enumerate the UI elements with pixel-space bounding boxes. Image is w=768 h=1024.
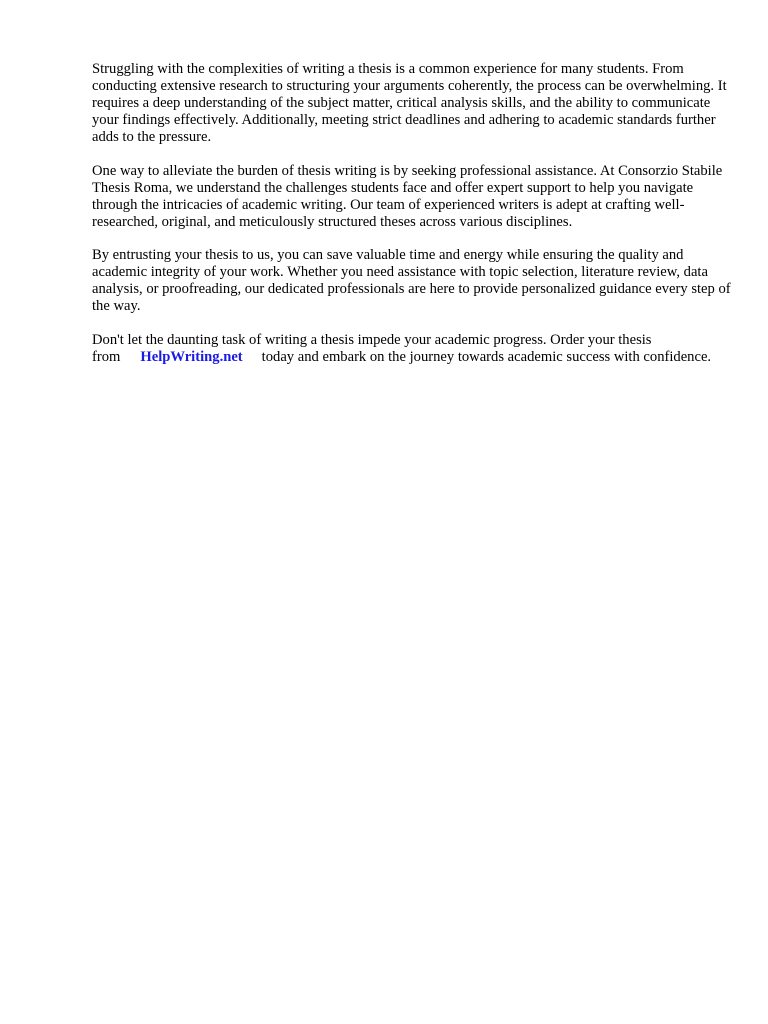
- paragraph-intro: Struggling with the complexities of writing a thesis is a common experience for many students. From conducting extensive research to structuring your arguments coherently, the process can be overwhelming. It requires a deep understanding of the subject matter, critical analysis skills, and the ability to communicate your findings effectively. Additionally, meeting strict deadlines and adhering to academic standards further adds to the pressure.: [92, 61, 727, 145]
- paragraph-assistance: One way to alleviate the burden of thesis writing is by seeking professional assistance. At Consorzio Stabile Thesis Roma, we understand the challenges students face and offer expert support to help you navigate through the intricacies of academic writing. Our team of experienced writers is adept at crafting well-researched, original, and meticulously structured theses across various disciplines.: [92, 162, 723, 230]
- closing-text-before-link: Don't let the daunting task of writing a thesis impede your academic progress. Order your thesis from: [92, 331, 652, 365]
- document-page: [92, 61, 732, 382]
- closing-text-after-link: today and embark on the journey towards academic success with confidence.: [261, 348, 712, 365]
- helpwriting-link[interactable]: HelpWriting.net: [140, 348, 243, 365]
- paragraph-closing: [92, 332, 732, 366]
- paragraph-benefits: By entrusting your thesis to us, you can save valuable time and energy while ensuring the quality and academic integrity of your work. Whether you need assistance with topic selection, literature review, data analysis, or proofreading, our dedicated professionals are here to provide personalized guidance every step of the way.: [92, 247, 731, 314]
